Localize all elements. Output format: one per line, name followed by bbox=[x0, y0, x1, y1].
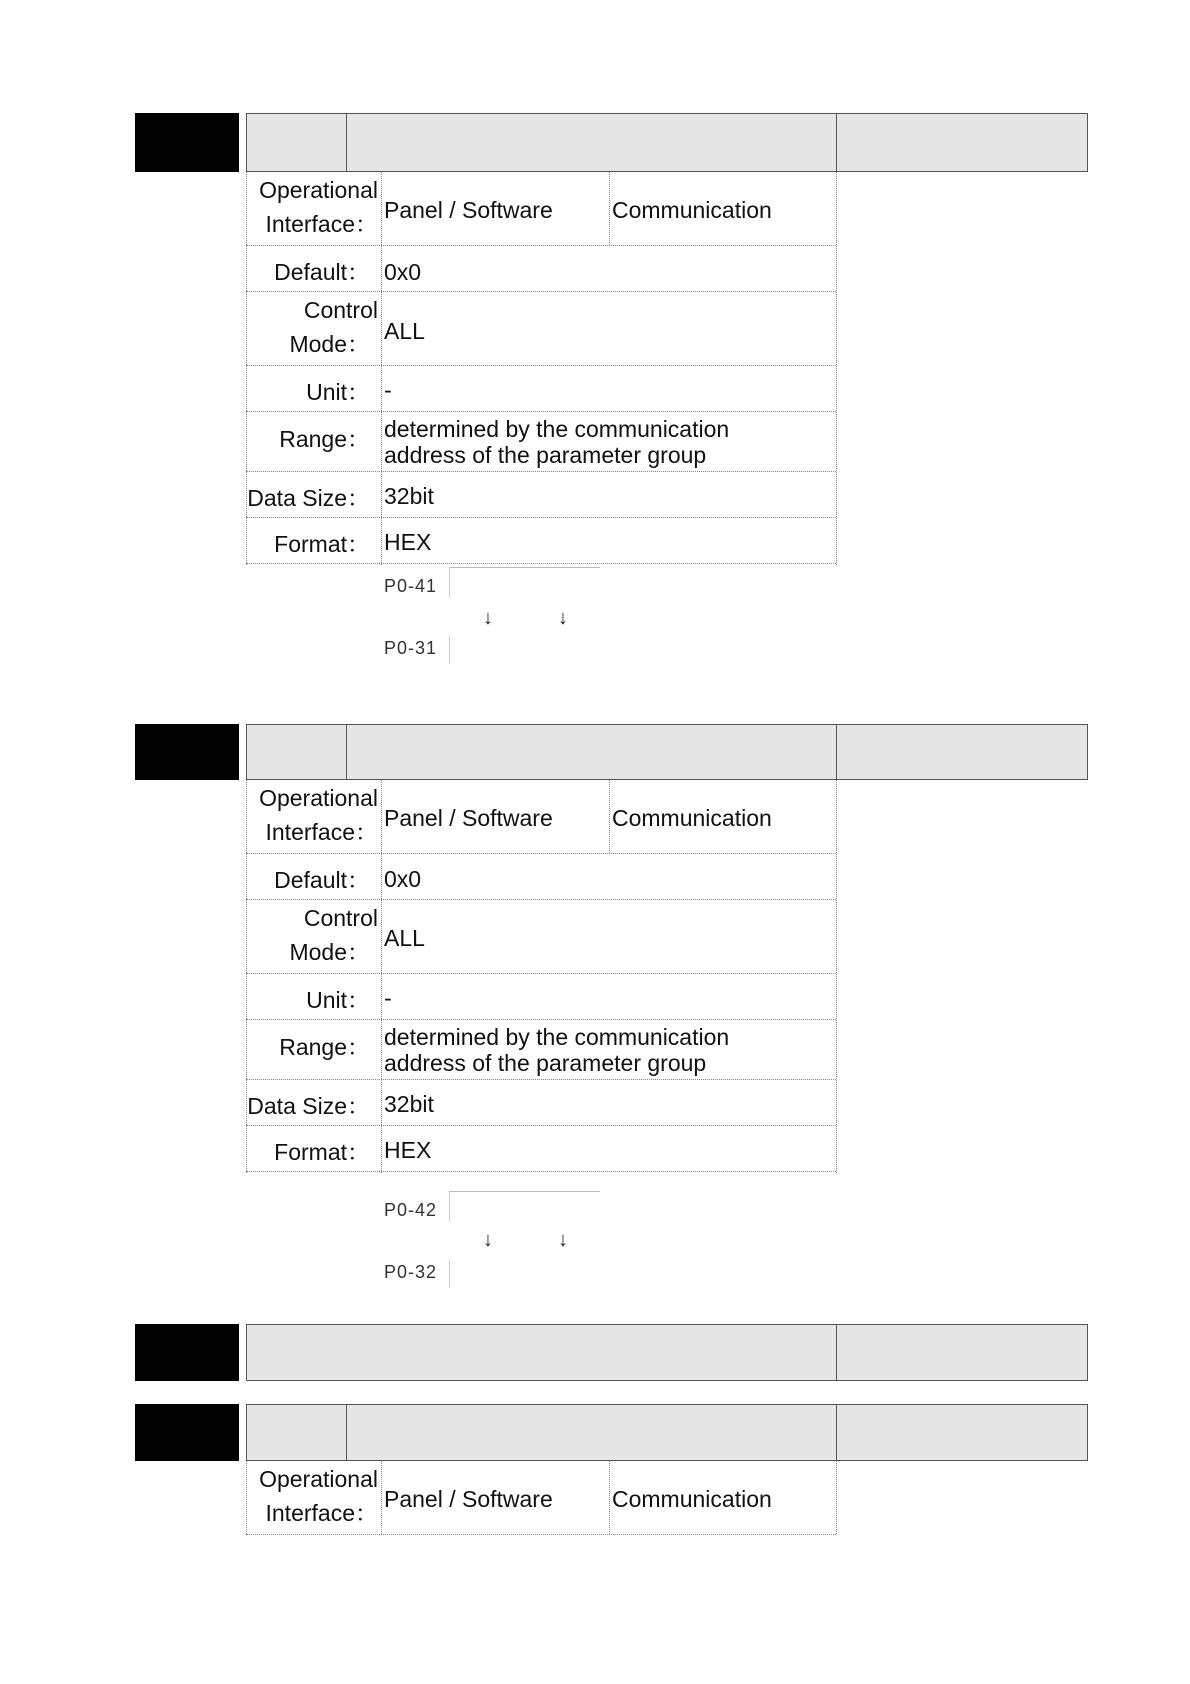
header-divider bbox=[836, 1404, 837, 1461]
interface-label-line2: Interface： bbox=[265, 211, 378, 237]
diagram-bottom-label: P0-31 bbox=[384, 638, 438, 658]
table-border bbox=[381, 780, 382, 1173]
table-border bbox=[609, 780, 610, 853]
table-border bbox=[836, 1461, 837, 1534]
diagram-box-edge bbox=[449, 1191, 600, 1192]
format-value: HEX bbox=[384, 529, 432, 555]
interface-comm-value: Communication bbox=[612, 1486, 772, 1512]
range-value-line2: address of the parameter group bbox=[384, 442, 707, 468]
header-divider bbox=[836, 113, 837, 172]
control-mode-value: ALL bbox=[384, 318, 425, 344]
data-size-value: 32bit bbox=[384, 483, 434, 509]
control-mode-label-line1: Control bbox=[303, 905, 378, 931]
diagram-box-edge bbox=[449, 567, 600, 568]
row-divider bbox=[246, 1019, 836, 1020]
header-divider bbox=[346, 1404, 347, 1461]
range-value-line1: determined by the communication bbox=[384, 416, 730, 442]
control-mode-label bbox=[246, 901, 378, 969]
table-border bbox=[381, 1461, 382, 1534]
diagram-box-edge bbox=[449, 1191, 450, 1221]
default-label: Default： bbox=[274, 867, 370, 893]
diagram-box-edge bbox=[449, 1260, 450, 1288]
diagram-bottom-label: P0-32 bbox=[384, 1262, 438, 1282]
diagram-top-label: P0-42 bbox=[384, 1200, 438, 1220]
range-label: Range： bbox=[279, 426, 370, 452]
row-divider bbox=[246, 245, 836, 246]
diagram-top-label: P0-41 bbox=[384, 576, 438, 596]
table-border bbox=[609, 172, 610, 245]
unit-label: Unit： bbox=[306, 379, 370, 405]
table-border bbox=[836, 780, 837, 1173]
row-divider bbox=[246, 517, 836, 518]
row-divider bbox=[246, 1171, 836, 1172]
table-border bbox=[836, 172, 837, 565]
interface-panel-value: Panel / Software bbox=[384, 805, 553, 831]
diagram-box-edge bbox=[449, 636, 450, 664]
header-divider bbox=[346, 724, 347, 780]
row-divider bbox=[246, 411, 836, 412]
interface-panel-value: Panel / Software bbox=[384, 1486, 553, 1512]
format-value: HEX bbox=[384, 1137, 432, 1163]
row-divider bbox=[246, 899, 836, 900]
interface-panel-value: Panel / Software bbox=[384, 197, 553, 223]
param-code-block bbox=[135, 1404, 239, 1461]
interface-label-line1: Operational bbox=[259, 1466, 378, 1492]
table-border bbox=[381, 172, 382, 565]
param-header-bar bbox=[246, 113, 1088, 172]
interface-label-line2: Interface： bbox=[265, 1500, 378, 1526]
row-divider bbox=[246, 1534, 836, 1535]
unit-value: - bbox=[384, 985, 392, 1011]
unit-label: Unit： bbox=[306, 987, 370, 1013]
row-divider bbox=[246, 291, 836, 292]
range-label: Range： bbox=[279, 1034, 370, 1060]
control-mode-label-line2: Mode： bbox=[289, 939, 370, 965]
header-divider bbox=[346, 113, 347, 172]
param-header-bar bbox=[246, 1404, 1088, 1461]
range-value bbox=[384, 416, 729, 468]
interface-comm-value: Communication bbox=[612, 197, 772, 223]
default-value: 0x0 bbox=[384, 259, 422, 285]
control-mode-label-line1: Control bbox=[303, 297, 378, 323]
data-size-label: Data Size： bbox=[247, 485, 370, 511]
param-header-bar bbox=[246, 724, 1088, 780]
row-divider bbox=[246, 563, 836, 564]
interface-comm-value: Communication bbox=[612, 805, 772, 831]
interface-label-line1: Operational bbox=[259, 785, 378, 811]
range-value-line2: address of the parameter group bbox=[384, 1050, 707, 1076]
interface-label bbox=[246, 781, 378, 849]
param-code-block bbox=[135, 113, 239, 172]
arrow-down-icon: ↓ bbox=[483, 1229, 493, 1251]
range-value bbox=[384, 1024, 729, 1076]
header-divider bbox=[836, 724, 837, 780]
table-border bbox=[609, 1461, 610, 1534]
row-divider bbox=[246, 973, 836, 974]
interface-label-line1: Operational bbox=[259, 177, 378, 203]
interface-label-line2: Interface： bbox=[265, 819, 378, 845]
format-label: Format： bbox=[274, 1139, 370, 1165]
format-label: Format： bbox=[274, 531, 370, 557]
row-divider bbox=[246, 1079, 836, 1080]
arrow-down-icon: ↓ bbox=[483, 607, 493, 629]
data-size-value: 32bit bbox=[384, 1091, 434, 1117]
default-label: Default： bbox=[274, 259, 370, 285]
control-mode-value: ALL bbox=[384, 925, 425, 951]
param-code-block bbox=[135, 724, 239, 780]
default-value: 0x0 bbox=[384, 866, 422, 892]
row-divider bbox=[246, 1125, 836, 1126]
row-divider bbox=[246, 471, 836, 472]
range-value-line1: determined by the communication bbox=[384, 1024, 730, 1050]
interface-label bbox=[246, 173, 378, 241]
interface-label bbox=[246, 1462, 378, 1530]
arrow-down-icon: ↓ bbox=[558, 607, 568, 629]
row-divider bbox=[246, 365, 836, 366]
param-header-bar bbox=[246, 1324, 1088, 1381]
diagram-box-edge bbox=[449, 567, 450, 597]
unit-value: - bbox=[384, 377, 392, 403]
arrow-down-icon: ↓ bbox=[558, 1229, 568, 1251]
data-size-label: Data Size： bbox=[247, 1093, 370, 1119]
control-mode-label bbox=[246, 293, 378, 361]
header-divider bbox=[836, 1324, 837, 1381]
control-mode-label-line2: Mode： bbox=[289, 331, 370, 357]
param-code-block bbox=[135, 1324, 239, 1381]
row-divider bbox=[246, 853, 836, 854]
